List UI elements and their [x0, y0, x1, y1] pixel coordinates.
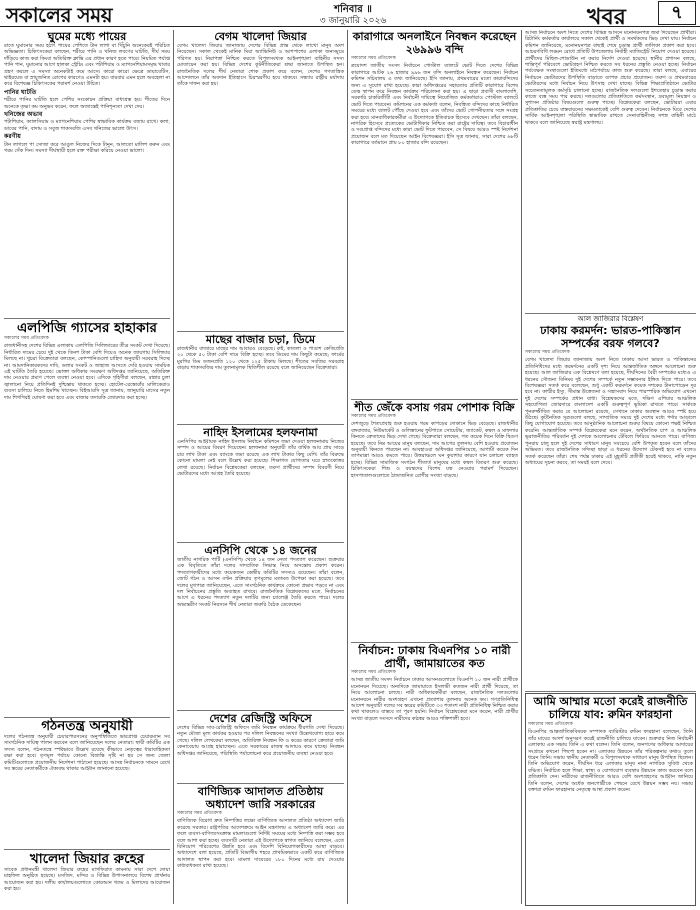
- byline: সকালের সময় প্রতিবেদক: [351, 414, 396, 419]
- divider: [4, 318, 170, 319]
- article-body: টান লাগলে পা সোজা করে আঙুল নিজের দিকে টানুন, আলতো মালিশ করুন এবং গরম সেঁক দিন। সমস্যা দীর্ঘস্থায়ী হলে রক্ত পরীক্ষা করিয়ে নেওয়া ভালো।: [4, 141, 170, 155]
- article-body: আসন্ন নির্বাচনে অংশ নিতে দেশের বিভিন্ন আসনে মনোনয়নপত্র জমা দিয়েছেন প্রার্থীরা। রিটার্নিং কর্মকর্তার কার্যালয়ে সকাল থেকেই প্রার্থী ও সমর্থকদের ভিড় দেখা যায়। নির্বাচন কমিশন জানিয়েছে, মনোনয়নপত্র বাছাই শেষে চূড়ান্ত প্রার্থী তালিকা প্রকাশ করা হবে। আচরণবিধি লঙ্ঘন রোধে প্রতিটি উপজেলায় নির্বাহী ম্যাজিস্ট্রেট নিয়োগ দেওয়া হয়েছে। প্রার্থীদের মিছিল-শোডাউন না করার নির্দেশ দেওয়া হয়েছে। স্থানীয় প্রশাসন বলছে, শান্তিপূর্ণ পরিবেশে ভোটগ্রহণ নিশ্চিত করতে সব ধরনের প্রস্তুতি নেওয়া হচ্ছে। নির্বাচন পর্যবেক্ষক সংস্থাগুলো ইতিমধ্যে মাঠপর্যায়ে কাজ শুরু করেছে। তারা বলছে, এবারের নির্বাচনে ভোটারদের উপস্থিতি বাড়াতে ব্যাপক প্রচার প্রয়োজন। তরুণ ও প্রথমবারের ভোটারদের মধ্যে নির্বাচন নিয়ে উৎসাহ দেখা যাচ্ছে। বিভিন্ন শিক্ষাপ্রতিষ্ঠানে ভোটার সচেতনতামূলক কর্মসূচি চালানো হচ্ছে। রাজনৈতিক দলগুলো ইশতেহার চূড়ান্ত করার কাজে ব্যস্ত সময় পার করছে। দলগুলোর প্রতিশ্রুতিতে কর্মসংস্থান, দ্রব্যমূল্য নিয়ন্ত্রণ ও সুশাসন প্রতিষ্ঠার বিষয়গুলো গুরুত্ব পাচ্ছে। বিশ্লেষকেরা বলছেন, ভোটাররা এবার প্রতিশ্রুতির চেয়ে বাস্তবায়নের সক্ষমতাকেই বেশি গুরুত্ব দেবেন। নির্বাচনকে ঘিরে দেশের সার্বিক আইনশৃঙ্খলা পরিস্থিতি স্বাভাবিক রাখতে সেনাবাহিনীসহ সশস্ত্র বাহিনী মাঠে থাকবে বলে জানিয়েছে স্বরাষ্ট্র মন্ত্রণালয়।: [525, 30, 696, 126]
- article-body: বিএনপির আন্তর্জাতিকবিষয়ক সম্পাদক ব্যারিস্টার রুমিন ফারহানা বলেছেন, তিনি তাঁর মায়ের আদর্শ অনুসরণ করেই রাজনীতি চালিয়ে যাবেন। শুক্রবার নিজ নির্বাচনী এলাকায় এক সভায় তিনি এ কথা বলেন। তিনি বলেন, জনগণের অধিকার আদায়ের সংগ্রামে কখনো পিছপা হবেন না। এলাকার উন্নয়নে তাঁর পরিকল্পনার কথাও তুলে ধরেন তিনি। সভায় স্থানীয় নেতাকর্মী ও বিপুলসংখ্যক সাধারণ মানুষ উপস্থিত ছিলেন। তিনি অভিযোগ করেন, দীর্ঘদিন ধরে এলাকার মানুষ নানা নাগরিক সুবিধা থেকে বঞ্চিত। নির্বাচিত হলে শিক্ষা, স্বাস্থ্য ও যোগাযোগ ব্যবস্থার উন্নয়নে কাজ করবেন বলে প্রতিশ্রুতি দেন। নারীদের রাজনীতিতে আরও বেশি অংশগ্রহণের আহ্বান জানিয়ে তিনি বলেন, দেশের অর্ধেক জনগোষ্ঠীকে পেছনে রেখে উন্নয়ন সম্ভব নয়। সভায় বক্তারা রুমিন ফারহানার নেতৃত্বে আস্থা প্রকাশ করেন।: [528, 729, 693, 794]
- headline: দেশের রেজিস্ট্রি অফিসে: [209, 712, 312, 725]
- article-body: রাতে ঘুমানোর সময় হঠাৎ পায়ের পেশিতে টান লাগা বা খিঁচুনি অনেকেরই পরিচিত অভিজ্ঞতা। চিকিৎসকেরা বলছেন, শরীরে পানি ও খনিজ লবণের ঘাটতি, দীর্ঘ সময় দাঁড়িয়ে কাজ করা কিংবা অতিরিক্ত ক্লান্তি এর প্রধান কারণ হতে পারে। নিয়মিত পর্যাপ্ত পানি পান, ঘুমানোর আগে হালকা স্ট্রেচিং এবং পটাশিয়াম ও ম্যাগনেশিয়ামসমৃদ্ধ খাবার গ্রহণ করলে এ সমস্যা অনেকটাই কমে আসে। কারো কারো ক্ষেত্রে ডায়াবেটিস, থাইরয়েড বা স্নায়ুজনিত রোগের কারণেও এমনটা হয়। বারবার এমন হলে অবহেলা না করে বিশেষজ্ঞ চিকিৎসকের পরামর্শ নেওয়া উচিত।: [4, 43, 170, 88]
- masthead: [0, 0, 700, 30]
- column-rule: [521, 30, 522, 904]
- article-a7: [177, 426, 344, 541]
- article-body: দেশজুড়ে শৈত্যপ্রবাহ শুরু হওয়ায় গরম কাপড়ের দোকানে ভিড় বেড়েছে। রাজধানীর বঙ্গবাজার, নিউমার্কেট ও গুলিস্তানের ফুটপাতে সোয়েটার, জ্যাকেট, কম্বল ও মাফলার কিনতে ক্রেতাদের ভিড় দেখা গেছে। বিক্রেতারা বলছেন, গত কয়েক দিনে বিক্রি দ্বিগুণ হয়েছে। তবে নিম্ন আয়ের মানুষ বলছেন, দাম আগের তুলনায় বেশি হওয়ায় প্রয়োজন অনুযায়ী কিনতে পারছেন না। আবহাওয়া অধিদপ্তর জানিয়েছে, আগামী কয়েক দিন তাপমাত্রা আরও কমতে পারে। উত্তরাঞ্চলে ঘন কুয়াশার কারণে যান চলাচল ব্যাহত হচ্ছে। বিভিন্ন সামাজিক সংগঠন শীতার্ত মানুষের মধ্যে কম্বল বিতরণ শুরু করেছে। চিকিৎসকেরা শিশু ও বয়স্কদের বিশেষ যত্ন নেওয়ার পরামর্শ দিয়েছেন। হাসপাতালগুলোতে ঠান্ডাজনিত রোগীর সংখ্যা বাড়ছে।: [351, 421, 518, 479]
- headline: ঘুমের মধ্যে পায়ের: [47, 30, 127, 43]
- headline: এনসিপি থেকে ১৪ জনের: [204, 544, 317, 557]
- article-a12: [351, 401, 518, 641]
- column-rule: [347, 30, 348, 904]
- byline: সকালের সময় প্রতিবেদক: [528, 722, 573, 727]
- article-a9: [177, 712, 344, 782]
- article-body: ত্রয়োদশ জাতীয় সংসদ নির্বাচনে পোস্টাল ব্যালটে ভোট দিতে দেশের বিভিন্ন কারাগারে আটক ২৬ হাজার ৯৯৬ জন বন্দি অনলাইনে নিবন্ধন করেছেন। নির্বাচন কমিশন সচিবালয় এ তথ্য জানিয়েছে। ইসি জানায়, প্রথমবারের মতো কারাবন্দিদের জন্য এ সুযোগ রাখা হয়েছে। কারা অধিদপ্তরের সহায়তায় প্রতিটি কারাগারে বিশেষ ডেস্ক স্থাপন করে নিবন্ধন কার্যক্রম পরিচালনা করা হয়। এ ছাড়া প্রবাসী বাংলাদেশি, সরকারি চাকরিজীবী এবং নির্বাচনী দায়িত্বে নিয়োজিত কর্মকর্তারাও পোস্টাল ব্যালটে ভোট দিতে পারবেন। কমিশনের এক কর্মকর্তা বলেন, নিবন্ধিত বন্দিদের কাছে নির্ধারিত সময়ের মধ্যে ব্যালট পৌঁছে দেওয়া হবে এবং তাঁদের ভোট গোপনীয়তার সঙ্গে সংগ্রহ করা হবে। মানবাধিকারকর্মীরা এ উদ্যোগকে ইতিবাচক হিসেবে দেখছেন। তাঁরা বলছেন, নাগরিক হিসেবে প্রত্যেকের ভোটাধিকার নিশ্চিত করা রাষ্ট্রের দায়িত্ব। তবে বিচারাধীন ও দণ্ডপ্রাপ্ত বন্দিদের মধ্যে কারা ভোট দিতে পারবেন, সে বিষয়ে আরও স্পষ্ট নির্দেশনা প্রয়োজন বলে মত দিয়েছেন আইন বিশেষজ্ঞরা। ইসি সূত্র জানায়, সারা দেশের ৬৮টি কারাগারে বর্তমানে প্রায় ৮০ হাজার বন্দি রয়েছেন।: [351, 63, 518, 147]
- subhead: করণীয়: [4, 133, 21, 141]
- subhead: পানির ঘাটতি: [4, 88, 37, 96]
- article-body: জাতীয় নাগরিক পার্টি (এনসিপি) থেকে ১৪ জন নেতা পদত্যাগ করেছেন। শুক্রবার এক বিবৃতিতে তাঁরা দলের সাম্প্রতিক সিদ্ধান্ত নিয়ে অসন্তোষ প্রকাশ করেন। পদত্যাগকারীদের মধ্যে কয়েকজন কেন্দ্রীয় কমিটির সদস্যও রয়েছেন। তাঁরা বলেন, জোট গঠন ও আসন বণ্টন প্রক্রিয়ায় তৃণমূলের মতামত উপেক্ষা করা হয়েছে। তবে দলের মুখপাত্র জানিয়েছেন, এতে সাংগঠনিক কার্যক্রমে কোনো প্রভাব পড়বে না এবং দল নির্বাচনের প্রস্তুতি অব্যাহত রাখবে। রাজনৈতিক বিশ্লেষকদের মতে, নির্বাচনের আগে এ ধরনের পদত্যাগ নতুন দলটির জন্য চ্যালেঞ্জ তৈরি করতে পারে। দলের অভ্যন্তরীণ সংকট নিরসনে শীর্ষ নেতারা জরুরি বৈঠক ডেকেছেন।: [177, 557, 344, 608]
- article-a8: [177, 544, 344, 709]
- masthead-day: শনিবার ॥: [334, 4, 372, 15]
- headline: খালেদা জিয়ার রুহের: [29, 851, 145, 867]
- divider: [177, 710, 344, 711]
- headline: শীত জেঁকে বসায় গরম পোশাক বিক্রি: [354, 401, 515, 414]
- headline: এলপিজি গ্যাসের হাহাকার: [17, 320, 157, 336]
- article-body: আসন্ন জাতীয় সংসদ নির্বাচনে ঢাকার আসনগুলোতে বিএনপি ১০ জন নারী প্রার্থীকে মনোনয়ন দিয়েছে। অন্যদিকে জামায়াতে ইসলামী কতজন নারী প্রার্থী দিয়েছে, তা নিয়ে আলোচনা চলছে। নারী অধিকারকর্মীরা বলছেন, রাজনৈতিক দলগুলোর মনোনয়নে নারীর অংশগ্রহণ এখনো প্রত্যাশার তুলনায় অনেক কম। গণপ্রতিনিধিত্ব আদেশ অনুযায়ী দলের সব স্তরের কমিটিতে ৩৩ শতাংশ নারী প্রতিনিধিত্ব নিশ্চিত করার কথা থাকলেও বাস্তবে তা পূরণ হয়নি। নির্বাচন বিশ্লেষকেরা মনে করেন, নারী প্রার্থীর সংখ্যা বাড়লে সংসদে নারীদের কণ্ঠস্বর আরও শক্তিশালী হবে।: [351, 677, 518, 722]
- article-a10: [177, 785, 344, 906]
- headline: মাছের বাজার চড়া, ডিমে: [205, 333, 316, 346]
- article-a13: [351, 644, 518, 906]
- divider: [351, 399, 518, 400]
- article-body: দলের গঠনতন্ত্র অনুযায়ী চেয়ারপারসনের অনুপস্থিতিতে ভারপ্রাপ্ত চেয়ারম্যান সব সাংগঠনিক দায়িত্ব পালন করবেন বলে জানিয়েছেন দলের নেতারা। স্থায়ী কমিটির এক সদস্য বলেন, গঠনতন্ত্রে স্পষ্টভাবে উল্লেখ রয়েছে কীভাবে নেতৃত্বের ধারাবাহিকতা রক্ষা করা হবে। তৃণমূল পর্যায়ে কোনো বিভ্রান্তি সৃষ্টি না হয় সে জন্য জেলা কমিটিগুলোকে প্রয়োজনীয় নির্দেশনা পাঠানো হয়েছে। আসন্ন নির্বাচনকে সামনে রেখে সব স্তরের নেতাকর্মীকে ঐক্যবদ্ধ থাকার আহ্বান জানানো হয়েছে।: [4, 734, 170, 773]
- headline: ঢাকায় করমর্দন: ভারত-পাকিস্তান সম্পর্কের বরফ গলবে?: [540, 324, 681, 350]
- article-a11: [351, 30, 518, 398]
- byline: সকালের সময় প্রতিবেদক: [525, 350, 570, 355]
- headline: গঠনতন্ত্র অনুযায়ী: [41, 718, 133, 734]
- article-body: রাজধানীর বাজারে মাছের দাম আবারও বেড়েছে। রুই, কাতলা ও পাঙাশ কেজিপ্রতি ২০ থেকে ৫০ টাকা বেশি দামে বিক্রি হচ্ছে। তবে ডিমের দাম কিছুটা কমেছে; ফার্মের মুরগির ডিম ডজনপ্রতি ১২০ থেকে ১২৫ টাকায় মিলছে। শীতের সবজির সরবরাহ বাড়ায় শাকসবজির দাম তুলনামূলক স্থিতিশীল রয়েছে বলে জানিয়েছেন বিক্রেতারা।: [177, 346, 344, 372]
- article-body: এনসিপির আহ্বায়ক নাহিদ ইসলাম নির্বাচন কমিশনে জমা দেওয়া হলফনামায় নিজের সম্পদ ও আয়ের বিবরণ দিয়েছেন। হলফনামা অনুযায়ী তাঁর বার্ষিক আয় প্রায় সাড়ে চার লাখ টাকা এবং ব্যাংকে জমা রয়েছে এক লাখ টাকার কিছু বেশি। তাঁর বিরুদ্ধে কোনো মামলা নেই বলে উল্লেখ করা হয়েছে। শিক্ষাগত যোগ্যতার ঘরে স্নাতকোত্তর লেখা রয়েছে। নির্বাচন বিশ্লেষকেরা বলছেন, তরুণ প্রার্থীদের সম্পদ বিবরণী নিয়ে ভোটারদের মধ্যে আগ্রহ তৈরি হয়েছে।: [177, 439, 344, 478]
- article-body: বেগম খালেদা জিয়ার জানাজায় দেশের বিভিন্ন প্রান্ত থেকে লাখো মানুষ অংশ নিয়েছেন। সকাল থেকেই মানিক মিয়া অ্যাভিনিউ ও আশপাশের এলাকা জনসমুদ্রে পরিণত হয়। নিরাপত্তা নিশ্চিত করতে বিপুলসংখ্যক আইনশৃঙ্খলা বাহিনীর সদস্য মোতায়েন করা হয়। বিভিন্ন দেশের কূটনীতিকেরা শ্রদ্ধা জানাতে উপস্থিত হন। রাজনৈতিক দলের শীর্ষ নেতারা শোক প্রকাশ করে বলেন, দেশের গণতান্ত্রিক আন্দোলনে তাঁর অবদান ইতিহাসে চিরস্মরণীয় হয়ে থাকবে। সন্ধ্যায় রাষ্ট্রীয় মর্যাদায় তাঁকে দাফন করা হয়।: [177, 43, 344, 88]
- byline: সকালের সময় প্রতিবেদক: [351, 670, 396, 675]
- masthead-date: ৩ জানুয়ারি ২০২৬: [319, 16, 387, 26]
- article-a16: [525, 693, 696, 906]
- divider: [177, 424, 344, 425]
- section-title: খবর: [587, 5, 626, 30]
- headline: আমি আম্মার মতো করেই রাজনীতি চালিয়ে যাব: রুমিন ফারহানা: [533, 695, 688, 721]
- article-body: বেগম খালেদা জিয়ার জানাজায় অংশ নিতে ঢাকায় আসা ভারত ও পাকিস্তানের প্রতিনিধিদের মধ্যে করমর্দনের একটি দৃশ্য নিয়ে আন্তর্জাতিক অঙ্গনে আলোচনা শুরু হয়েছে। আল জাজিরার এক বিশ্লেষণে বলা হয়েছে, দীর্ঘদিনের বৈরী সম্পর্কের মধ্যেও এ ধরনের সৌজন্য বিনিময় দুই দেশের সম্পর্কে নতুন সম্ভাবনার ইঙ্গিত দিতে পারে। তবে বিশেষজ্ঞরা সতর্ক করে বলেছেন, শুধু একটি করমর্দনে কয়েক দশকের টানাপোড়েন দূর হবে না। কাশ্মীর ইস্যু, সীমান্ত উত্তেজনা ও সন্ত্রাসবাদ নিয়ে পারস্পরিক অভিযোগ এখনো দুই দেশের সম্পর্কের প্রধান বাধা। বিশ্লেষকদের মতে, দক্ষিণ এশিয়ার আঞ্চলিক সহযোগিতা জোরদারে বাংলাদেশ একটি গুরুত্বপূর্ণ ভূমিকা রাখতে পারে। সার্ককে পুনরুজ্জীবিত করার যে আলোচনা রয়েছে, সেখানে ঢাকার অবস্থান আরও স্পষ্ট হয়ে উঠছে। কূটনৈতিক সূত্রগুলো বলছে, সাম্প্রতিক সময়ে দুই দেশের মধ্যে পর্দার আড়ালে কিছু যোগাযোগ হয়েছে। তবে আনুষ্ঠানিক আলোচনা শুরুর বিষয়ে কোনো পক্ষই নিশ্চিত করেনি। আন্তর্জাতিক সম্পর্ক বিশ্লেষকেরা মনে করেন, অর্থনৈতিক চাপ ও আঞ্চলিক ভূরাজনীতির পরিবর্তন দুই দেশকে আলোচনার টেবিলে ফিরিয়ে আনতে পারে। বাণিজ্য পুনরায় চালু হলে দুই দেশের সাধারণ মানুষ সবচেয়ে বেশি উপকৃত হবেন বলে তাঁদের অভিমত। তবে রাজনৈতিক সদিচ্ছা ছাড়া এ ধরনের উদ্যোগ টেকসই হবে না বলেও সতর্ক করেছেন তাঁরা। শেষ পর্যন্ত ঢাকার এই মুহূর্তটি প্রতীকী হয়েই থাকবে, নাকি নতুন অধ্যায়ের সূচনা করবে, তা সময়ই বলে দেবে।: [525, 357, 696, 466]
- article-a15: [525, 315, 696, 690]
- article-body: দেশের বিভিন্ন সাব-রেজিস্ট্রি অফিসে জমি নিবন্ধন কার্যক্রমে ধীরগতি দেখা দিয়েছে। নতুন মৌজা মূল্য কার্যকর হওয়ার পর দলিল নিবন্ধনের সংখ্যা উল্লেখযোগ্য হারে কমে গেছে। দলিল লেখকেরা বলছেন, অতিরিক্ত নিবন্ধন ফি ও করের কারণে ক্রেতারা জমি কেনাবেচায় আগ্রহ হারাচ্ছেন। এতে সরকারের রাজস্ব আদায়ও কমে যাচ্ছে। নিবন্ধন অধিদপ্তর জানিয়েছে, পরিস্থিতি পর্যালোচনা করে প্রয়োজনীয় ব্যবস্থা নেওয়া হবে।: [177, 725, 344, 757]
- article-a1: [4, 30, 170, 316]
- article-a6: [177, 333, 344, 423]
- kicker: আল জাজিরার বিশ্লেষণ: [577, 315, 644, 323]
- article-a3: [4, 718, 170, 848]
- divider: [4, 849, 170, 850]
- article-a4: [4, 851, 170, 906]
- headline: বাণিজ্যিক আদালত প্রতিষ্ঠায় অধ্যাদেশ জারি সরকারের: [197, 785, 324, 811]
- headline: নাহিদ ইসলামের হলফনামা: [203, 426, 318, 439]
- subhead: খনিজের অভাব: [4, 111, 43, 119]
- divider: [351, 642, 518, 643]
- headline: বেগম খালেদা জিয়ার: [214, 30, 307, 43]
- article-a2: [4, 320, 170, 715]
- article-body: শরীরে পানির ঘাটতি হলে পেশির সংকোচন প্রক্রিয়া বাধাগ্রস্ত হয়। শীতের দিনে অনেকে তৃষ্ণা কম অনুভব করেন, ফলে অজান্তেই পানিশূন্যতা দেখা দেয়।: [4, 97, 170, 110]
- divider: [525, 691, 696, 692]
- article-a14: [525, 30, 696, 312]
- article-a5: [177, 30, 344, 330]
- byline: সকালের সময় প্রতিবেদক: [177, 811, 222, 816]
- article-body: বাণিজ্যিক বিরোধ দ্রুত নিষ্পত্তির লক্ষ্যে বাণিজ্যিক আদালত প্রতিষ্ঠা অধ্যাদেশ জারি করেছে সরকার। রাষ্ট্রপতির আদেশক্রমে আইন মন্ত্রণালয় এ অধ্যাদেশ জারি করে। এর ফলে ব্যবসা-বাণিজ্যসংক্রান্ত মামলাগুলো নির্দিষ্ট সময়ের মধ্যে নিষ্পত্তি করা সম্ভব হবে বলে আশা করা হচ্ছে। ব্যবসায়ী নেতারা এই উদ্যোগকে স্বাগত জানিয়ে বলেছেন, এতে বিনিয়োগ পরিবেশের উন্নতি হবে এবং বিদেশি বিনিয়োগকারীদের আস্থা বাড়বে। অধ্যাদেশে বলা হয়েছে, প্রতিটি বিভাগীয় শহরে প্রাথমিকভাবে একটি করে বাণিজ্যিক আদালত স্থাপন করা হবে। মামলা দায়েরের ১৮০ দিনের মধ্যে রায় দেওয়ার বাধ্যবাধকতা রাখা হয়েছে।: [177, 818, 344, 870]
- article-body: পটাশিয়াম, ক্যালসিয়াম ও ম্যাগনেশিয়াম পেশির স্বাভাবিক কার্যক্রম বজায় রাখে। কলা, ডাবের পানি, বাদাম ও সবুজ শাকসবজি এসব খনিজের ভালো উৎস।: [4, 119, 170, 132]
- column-rule: [173, 30, 174, 904]
- divider: [525, 313, 696, 314]
- paper-name: সকালের সময়: [6, 3, 113, 27]
- page-number: ৭: [658, 1, 696, 25]
- divider: [177, 331, 344, 332]
- headline: নির্বাচন: ঢাকায় বিএনপির ১০ নারী প্রার্থী, জামায়াতের কত: [358, 644, 511, 670]
- byline: সকালের সময় প্রতিবেদক: [4, 336, 49, 341]
- byline: সকালের সময় প্রতিবেদক: [351, 56, 396, 61]
- article-body: রাজধানীসহ দেশের বিভিন্ন এলাকায় এলপিজি সিলিন্ডারের তীব্র সংকট দেখা দিয়েছে। নির্ধারিত দামের চেয়ে দুই থেকে তিনশ টাকা বেশি দিয়েও অনেক জায়গায় সিলিন্ডার মিলছে না। খুচরা বিক্রেতারা বলছেন, কোম্পানিগুলো চাহিদা অনুযায়ী সরবরাহ দিচ্ছে না। আমদানিকারকদের দাবি, ডলার সংকট ও জাহাজ আসতে দেরি হওয়ায় সাময়িক এই ঘাটতি তৈরি হয়েছে। ভোক্তা অধিকার সংরক্ষণ অধিদপ্তর জানিয়েছে, অতিরিক্ত দাম নেওয়ার প্রমাণ পেলে ব্যবস্থা নেওয়া হবে। এদিকে গৃহিণীরা বলছেন, রান্নার চুলা জ্বালানো নিয়ে প্রতিদিনই দুশ্চিন্তায় থাকতে হচ্ছে। হোটেল-রেস্তোরাঁর মালিকেরাও ব্যবসা চালিয়ে নিতে হিমশিম খাচ্ছেন। বিইআরসি সূত্র জানায়, জানুয়ারি মাসের নতুন দাম শিগগিরই ঘোষণা করা হবে এবং বাজার তদারকি জোরদার করা হচ্ছে।: [4, 343, 170, 401]
- divider: [177, 783, 344, 784]
- headline: কারাগারে অনলাইনে নিবন্ধন করেছেন ২৬৯৯৬ বন্দি: [352, 30, 517, 56]
- article-body: সাবেক প্রধানমন্ত্রী খালেদা জিয়ার রুহের মাগফিরাত কামনায় সারা দেশে দোয়া মাহফিল অনুষ্ঠিত হয়েছে। মসজিদ, মন্দির ও বিভিন্ন উপাসনালয়ে বিশেষ প্রার্থনার আয়োজন করা হয়। দলীয় কার্যালয়গুলোতে কোরআন খতম ও মিলাদের আয়োজন করা হয়।: [4, 867, 170, 893]
- divider: [177, 542, 344, 543]
